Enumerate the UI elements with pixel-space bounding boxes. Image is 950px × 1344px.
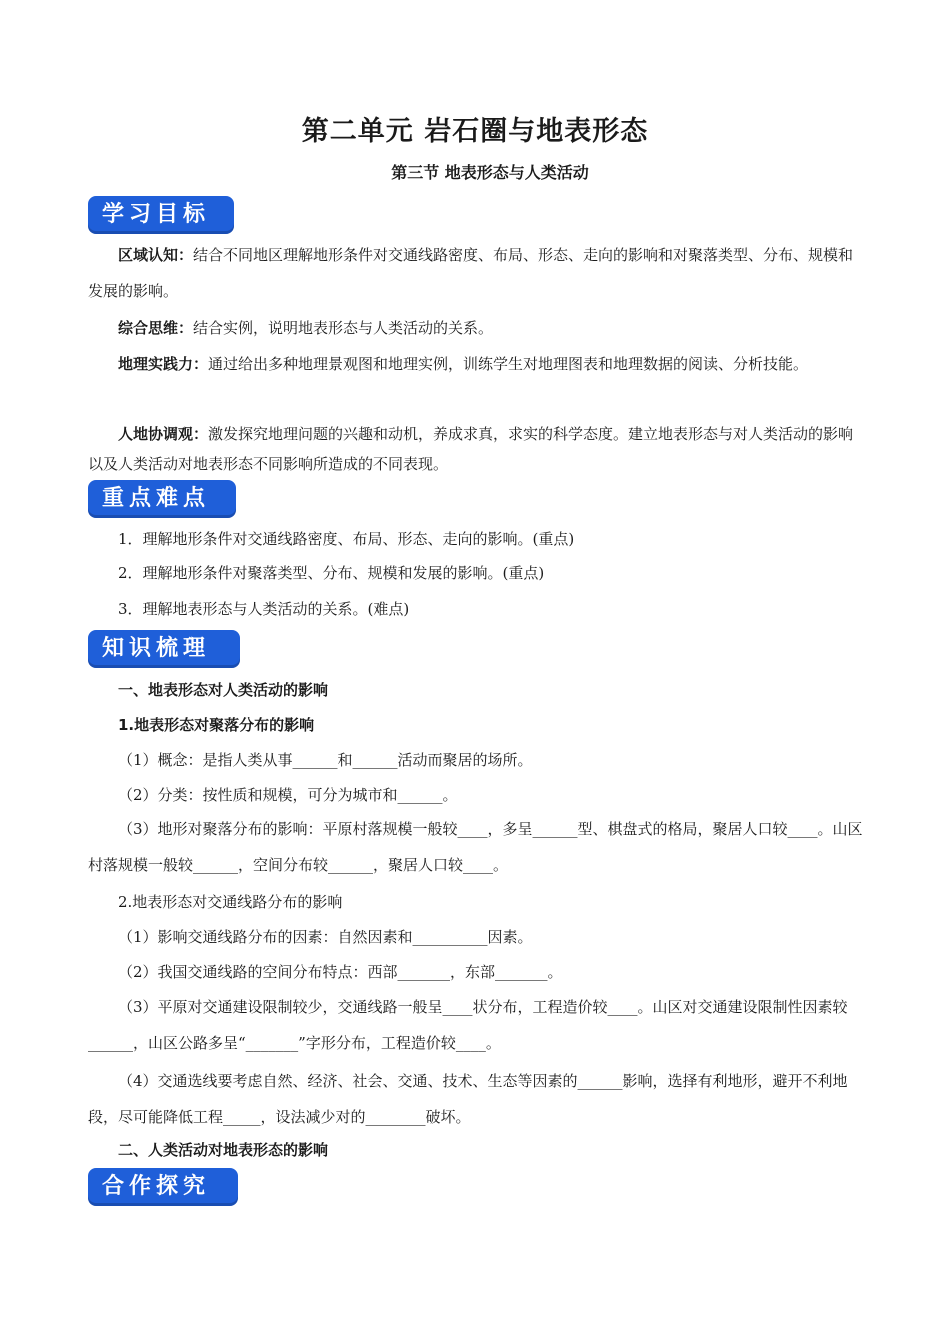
fill-item: （2）我国交通线路的空间分布特点：西部_______，东部_______。 [118, 963, 563, 981]
knowledge-badge: 知识梳理 [88, 630, 240, 668]
goal-practice-label: 地理实践力： [118, 355, 209, 373]
goal-practice-text: 通过给出多种地理景观图和地理实例，训练学生对地理图表和地理数据的阅读、分析技能。 [208, 355, 809, 373]
section1-heading: 一、地表形态对人类活动的影响 [118, 681, 329, 699]
sub2-heading: 2.地表形态对交通线路分布的影响 [118, 893, 343, 911]
fill-item: （3）地形对聚落分布的影响：平原村落规模一般较____，多呈______型、棋盘式的格局，聚居人口较____。山区村落规模一般较______，空间分布较______，聚居人口较____。 [88, 820, 863, 874]
goal-synthesis [88, 310, 863, 346]
learning-goals-badge: 学习目标 [88, 196, 234, 234]
goal-regional [88, 237, 863, 309]
fill-item: （1）影响交通线路分布的因素：自然因素和__________因素。 [118, 928, 533, 946]
section2-heading: 二、人类活动对地表形态的影响 [118, 1141, 329, 1159]
goal-synthesis-label: 综合思维： [118, 319, 194, 337]
goal-harmony [88, 419, 863, 479]
goal-practice [88, 346, 863, 382]
key-point-item: 1．理解地形条件对交通线路密度、布局、形态、走向的影响。(重点) [118, 530, 575, 548]
key-points-badge: 重点难点 [88, 480, 236, 518]
goal-harmony-label: 人地协调观： [118, 425, 209, 443]
fill-item: （2）分类：按性质和规模，可分为城市和______。 [118, 786, 458, 804]
fill-item: （4）交通选线要考虑自然、经济、社会、交通、技术、生态等因素的______影响，选择有利地形，避开不利地段，尽可能降低工程_____，设法减少对的________破坏。 [88, 1072, 848, 1126]
unit-title: 第二单元 岩石圈与地表形态 [301, 116, 649, 147]
cooperation-badge: 合作探究 [88, 1168, 238, 1206]
section-subtitle: 第三节 地表形态与人类活动 [391, 163, 589, 182]
goal-synthesis-text: 结合实例，说明地表形态与人类活动的关系。 [193, 319, 494, 337]
key-point-item: 2．理解地形条件对聚落类型、分布、规模和发展的影响。(重点) [118, 564, 545, 582]
fill-item: （1）概念：是指人类从事______和______活动而聚居的场所。 [118, 751, 533, 769]
goal-regional-text: 结合不同地区理解地形条件对交通线路密度、布局、形态、走向的影响和对聚落类型、分布、规模和发展的影响。 [88, 246, 854, 300]
goal-harmony-text: 激发探究地理问题的兴趣和动机，养成求真，求实的科学态度。建立地表形态与对人类活动的影响以及人类活动对地表形态不同影响所造成的不同表现。 [88, 425, 854, 473]
sub1-heading: 1.地表形态对聚落分布的影响 [118, 716, 315, 734]
fill-item: （3）平原对交通建设限制较少，交通线路一般呈____状分布，工程造价较____。山区对交通建设限制性因素较______，山区公路多呈“_______”字形分布，工程造价较____。 [88, 998, 848, 1052]
key-point-item: 3．理解地表形态与人类活动的关系。(难点) [118, 600, 410, 618]
goal-regional-label: 区域认知： [118, 246, 194, 264]
